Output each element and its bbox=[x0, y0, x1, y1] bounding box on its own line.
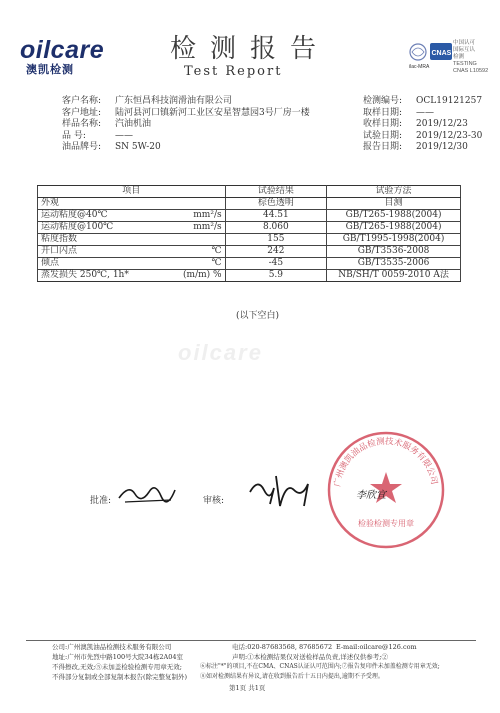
table-row bbox=[38, 270, 461, 282]
info-value: 陆河县河口镇新河工业区安星智慧园3号厂房一楼 bbox=[115, 107, 310, 118]
oilcare-watermark: oilcare bbox=[178, 340, 263, 365]
footer-phone: 电话:020-87683568, 87685672 bbox=[232, 643, 333, 651]
info-label: 油品牌号: bbox=[62, 142, 102, 152]
cell-method: NB/SH/T 0059-2010 A法 bbox=[327, 270, 461, 282]
cnas-line: TESTING bbox=[453, 61, 477, 67]
cell-unit bbox=[167, 198, 225, 210]
page-number: 第1页 共1页 bbox=[229, 684, 266, 692]
table-row bbox=[38, 210, 461, 222]
review-label: 审核: bbox=[203, 496, 225, 506]
cnas-line: 中国认可 bbox=[453, 40, 476, 46]
ilac-label: ilac-MRA bbox=[409, 64, 430, 70]
info-row-sample-name bbox=[62, 119, 310, 131]
info-value: 2019/12/30 bbox=[416, 142, 468, 152]
cell-item: 外观 bbox=[38, 198, 168, 210]
info-value: 广东恒昌科技润滑油有限公司 bbox=[115, 96, 233, 106]
cnas-logo-icon bbox=[430, 43, 452, 60]
table-row bbox=[38, 246, 461, 258]
column-header: 项目 bbox=[38, 186, 226, 198]
info-label: 报告日期: bbox=[363, 142, 403, 152]
cnas-line: 检测 bbox=[453, 54, 465, 60]
info-label: 试验日期: bbox=[363, 130, 403, 141]
info-row-report-date bbox=[363, 142, 482, 154]
footer-note: 不得部分复制或全部复制本报告(除完整复制外) bbox=[52, 673, 188, 681]
cell-item: 开口闪点 bbox=[38, 246, 168, 258]
info-label: 样品名称: bbox=[62, 119, 102, 129]
footer-statement: 声明:①本检测结果仅对送检样品负责,详述仅供参考;② bbox=[232, 653, 388, 661]
cnas-accreditation-text bbox=[453, 40, 488, 75]
logo-subtitle: 澳凯检测 bbox=[26, 64, 74, 76]
page-title: 检测报告 bbox=[170, 34, 331, 64]
cell-unit: mm²/s bbox=[167, 222, 225, 234]
info-label: 客户地址: bbox=[62, 107, 102, 118]
cell-unit: (m/m) % bbox=[167, 270, 225, 282]
info-row-client-address bbox=[62, 108, 310, 120]
cell-unit bbox=[167, 234, 225, 246]
approver-signature bbox=[115, 478, 185, 512]
official-stamp bbox=[324, 428, 448, 556]
table-row bbox=[38, 258, 461, 270]
cell-result: 242 bbox=[225, 246, 327, 258]
info-label: 收样日期: bbox=[363, 119, 403, 129]
results-table bbox=[37, 185, 461, 282]
cell-item: 运动粘度@100℃ bbox=[38, 222, 168, 234]
info-row-client-name bbox=[62, 96, 310, 108]
footer-email: E-mail:oilcare@126.com bbox=[336, 643, 417, 651]
info-row-oil-grade bbox=[62, 142, 310, 154]
info-label: 品 号: bbox=[62, 130, 86, 141]
cell-unit: ℃ bbox=[167, 246, 225, 258]
cell-method: GB/T265-1988(2004) bbox=[327, 210, 461, 222]
info-row-product bbox=[62, 131, 310, 143]
cell-unit: ℃ bbox=[167, 258, 225, 270]
blank-below-note: (以下空白) bbox=[236, 311, 280, 321]
oilcare-logo: oilcare bbox=[20, 36, 105, 64]
cnas-line: 国际互认 bbox=[453, 47, 476, 53]
footer-note: ⑧如对检测结果有异议,请在收到报告后十五日内提出,逾期不予受理。 bbox=[200, 673, 384, 680]
cnas-badge bbox=[408, 38, 454, 78]
footer-note: 不得擦改,无效;⑤未加盖检验检测专用章无效; bbox=[52, 663, 182, 671]
table-row bbox=[38, 234, 461, 246]
table-row bbox=[38, 198, 461, 210]
info-row-sampling-date bbox=[363, 108, 482, 120]
cell-unit: mm²/s bbox=[167, 210, 225, 222]
cell-method: GB/T3536-2008 bbox=[327, 246, 461, 258]
footer-address: 地址:广州市先烈中路100号大院34栋2A04室 bbox=[52, 653, 183, 661]
client-info bbox=[62, 96, 310, 154]
info-row-received-date bbox=[363, 119, 482, 131]
info-row-report-no bbox=[363, 96, 482, 108]
info-value: 汽油机油 bbox=[115, 119, 152, 129]
table-row bbox=[38, 222, 461, 234]
info-label: 取样日期: bbox=[363, 107, 403, 118]
footer-note: ⑥标注"*"的项目,不在CMA、CNAS认证认可范围内;⑦报告复印件未加盖检测专用章无效; bbox=[200, 663, 440, 670]
cell-result: 44.51 bbox=[225, 210, 327, 222]
report-info bbox=[363, 96, 482, 154]
info-row-test-date bbox=[363, 131, 482, 143]
cell-method: GB/T3535-2006 bbox=[327, 258, 461, 270]
info-value: 2019/12/23-30 bbox=[416, 130, 483, 141]
reviewer-signature bbox=[246, 470, 316, 514]
cell-result: 棕色透明 bbox=[225, 198, 327, 210]
cell-item: 蒸发损失 250℃, 1h* bbox=[38, 270, 168, 282]
cell-result: 8.060 bbox=[225, 222, 327, 234]
cell-item: 倾点 bbox=[38, 258, 168, 270]
cell-result: 155 bbox=[225, 234, 327, 246]
stamp-bottom-text: 检验检测专用章 bbox=[358, 519, 414, 528]
cell-item: 运动粘度@40℃ bbox=[38, 210, 168, 222]
stamp-ring-text: 广州澳凯油品检测技术服务有限公司 bbox=[332, 436, 439, 488]
cell-method: GB/T1995-1998(2004) bbox=[327, 234, 461, 246]
cnas-line: CNAS L10592 bbox=[453, 68, 489, 74]
column-header: 试验方法 bbox=[327, 186, 461, 198]
info-label: 客户名称: bbox=[62, 96, 102, 106]
page-subtitle: Test Report bbox=[184, 64, 283, 79]
footer-company: 公司:广州澳凯油品检测技术服务有限公司 bbox=[52, 643, 172, 651]
cell-result: -45 bbox=[225, 258, 327, 270]
table-header-row bbox=[38, 186, 461, 198]
cnas-logo-text: CNAS bbox=[431, 50, 452, 57]
ilac-mra-icon bbox=[409, 44, 430, 70]
info-value: SN 5W-20 bbox=[115, 142, 161, 152]
cell-method: 目测 bbox=[327, 198, 461, 210]
stamp-signature: 李欣宜 bbox=[356, 490, 386, 501]
column-header: 试验结果 bbox=[225, 186, 327, 198]
info-value: —— bbox=[115, 130, 133, 141]
footer-divider bbox=[26, 640, 476, 641]
info-value: 2019/12/23 bbox=[416, 119, 468, 129]
cell-method: GB/T265-1988(2004) bbox=[327, 222, 461, 234]
info-value: —— bbox=[416, 107, 434, 118]
cell-item: 粘度指数 bbox=[38, 234, 168, 246]
info-value: OCL19121257 bbox=[416, 96, 483, 106]
cell-result: 5.9 bbox=[225, 270, 327, 282]
info-label: 检测编号: bbox=[363, 96, 403, 106]
approve-label: 批准: bbox=[90, 496, 112, 506]
